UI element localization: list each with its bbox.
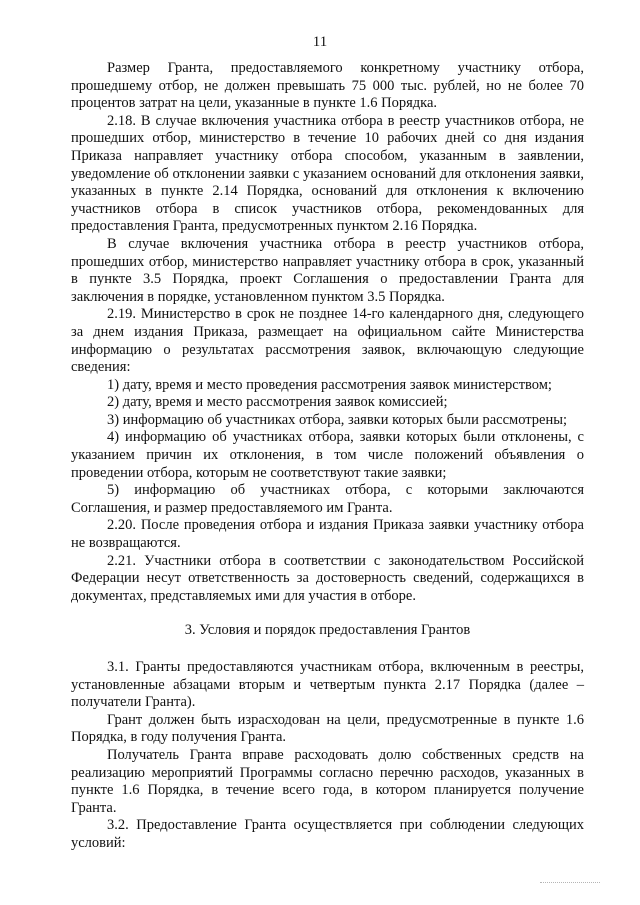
paragraph-2-19: 2.19. Министерство в срок не позднее 14-го календарного дня, следующего за днем издания Приказа, размещает на официальном сайте Министерства информацию о результатах рассмотрения заявок, включающую следующие сведения: [71, 306, 584, 376]
list-item: 1) дату, время и место проведения рассмотрения заявок министерством; [107, 376, 552, 393]
section-heading: 3. Условия и порядок предоставления Грантов [184, 622, 471, 639]
document-body [71, 60, 584, 853]
paragraph-2-21: 2.21. Участники отбора в соответствии с законодательством Российской Федерации несут ответственность за достоверность сведений, содержащихся в документах, представляемых ими для участия в отборе. [71, 552, 584, 604]
paragraph-3-1-second: Грант должен быть израсходован на цели, предусмотренные в пункте 1.6 Порядка, в году получения Гранта. [71, 711, 584, 746]
scan-artifact-line [540, 882, 600, 883]
list-item: 5) информацию об участниках отбора, с которыми заключаются Соглашения, и размер предоставляемого им Гранта. [71, 482, 584, 516]
paragraph-3-2: 3.2. Предоставление Гранта осуществляется при соблюдении следующих условий: [71, 817, 584, 851]
list-item: 3) информацию об участниках отбора, заявки которых были рассмотрены; [107, 411, 568, 428]
paragraph-3-1-third: Получатель Гранта вправе расходовать долю собственных средств на реализацию мероприятий Программы согласно перечню расходов, указанных в пункте 1.6 Порядка, в течение всего года, в котором планируется получение Гранта. [71, 746, 584, 816]
list-item: 4) информацию об участниках отбора, заявки которых были отклонены, с указанием причин их отклонения, в том числе положений объявления о проведении отбора, которым не соответствуют такие заявки; [71, 429, 584, 481]
list-item: 2) дату, время и место рассмотрения заявок комиссией; [107, 394, 448, 411]
paragraph-2-18: 2.18. В случае включения участника отбора в реестр участников отбора, не прошедших отбор, министерство в течение 10 рабочих дней со дня издания Приказа направляет участнику отбора способом, указанным в заявлении, уведомление об отклонении заявки с указанием оснований для отклонения заявки, указанных в пункте 2.14 Порядка, оснований для отклонения к включению участников отбора в список участников отбора, рекомендованных для предоставления Гранта, предусмотренных пунктом 2.16 Порядка. [71, 112, 584, 235]
page-number: 11 [312, 34, 328, 50]
paragraph-3-1: 3.1. Гранты предоставляются участникам отбора, включенным в реестры, установленные абзацами вторым и четвертым пункта 2.17 Порядка (далее – получатели Гранта). [71, 659, 584, 711]
paragraph-2-20: 2.20. После проведения отбора и издания Приказа заявки участнику отбора не возвращаются. [71, 517, 584, 552]
paragraph-grant-size: Размер Гранта, предоставляемого конкретному участнику отбора, прошедшему отбор, не должен превышать 75 000 тыс. рублей, но не более 70 процентов затрат на цели, указанные в пункте 1.6 Порядка. [71, 60, 584, 112]
paragraph-2-18-second: В случае включения участника отбора в реестр участников отбора, прошедших отбор, министерство направляет участнику отбора в срок, указанный в пункте 3.5 Порядка, проект Соглашения о предоставлении Гранта для заключения в порядке, установленном пунктом 3.5 Порядка. [71, 235, 584, 305]
